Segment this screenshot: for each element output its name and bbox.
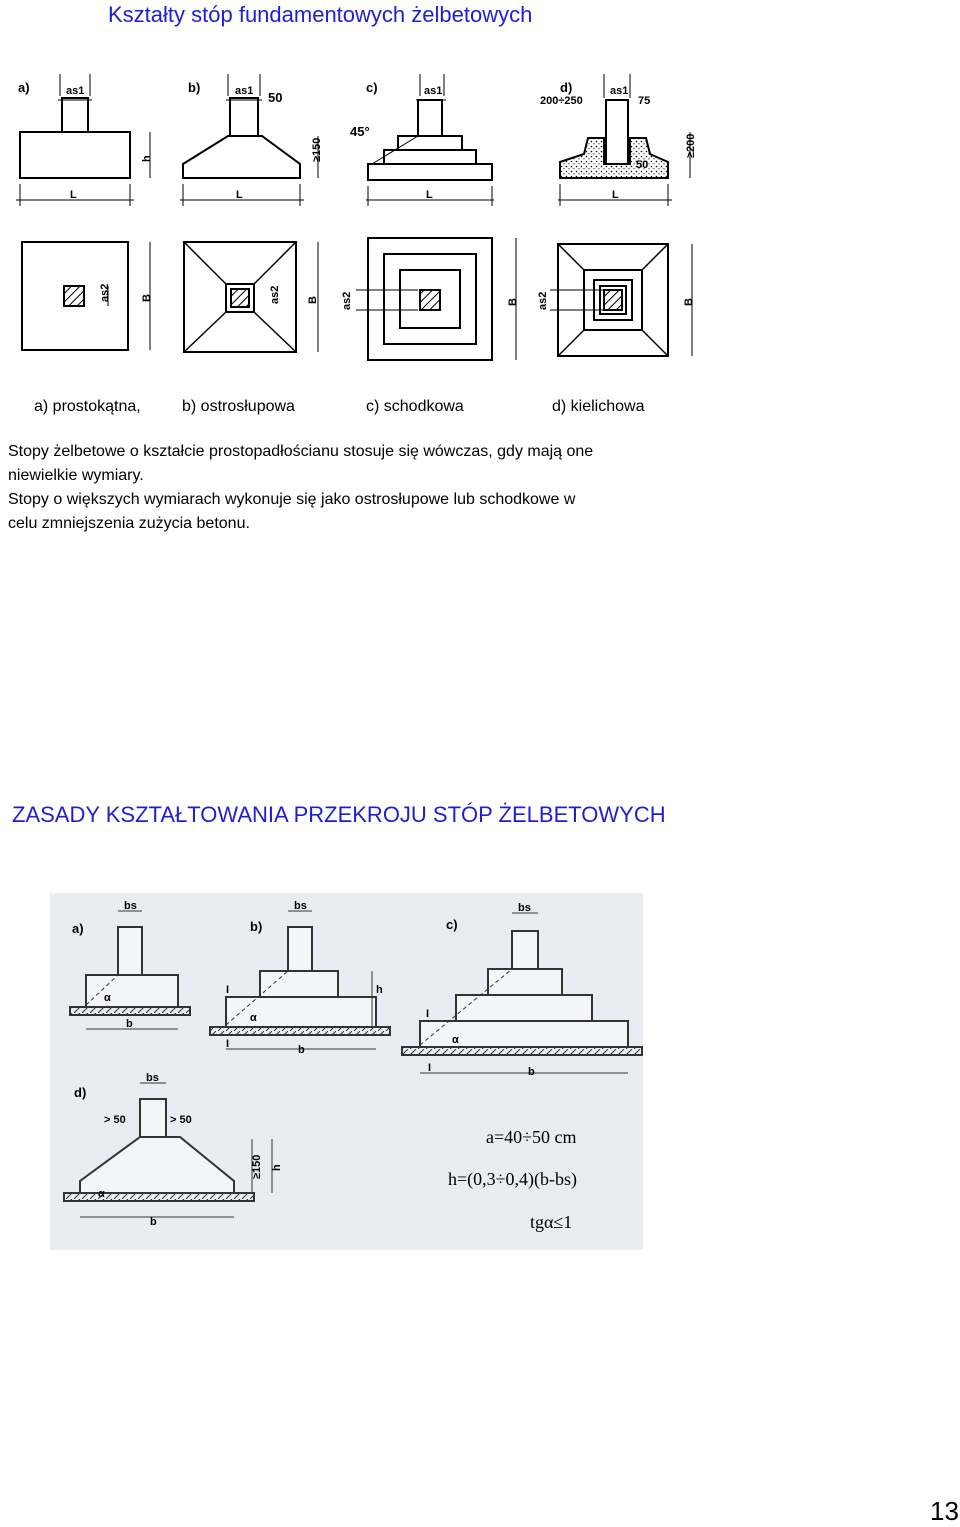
alpha-b: α [250,1012,257,1024]
formula-a: a=40÷50 cm [486,1127,577,1147]
caption-b: b) ostrosłupowa [182,398,295,415]
b-d: b [150,1216,157,1228]
cross-section-figure [50,893,643,1250]
dim-200-250-d: 200÷250 [540,95,583,107]
dim-B-b: B [307,296,319,304]
description-paragraph [8,440,768,536]
gt50-left: > 50 [104,1114,126,1126]
dim-50-d: 50 [636,159,649,171]
alpha-d: α [98,1188,105,1200]
dim-h-a: h [141,155,153,162]
dim-as2-c: as2 [341,291,353,310]
b-a: b [126,1018,133,1030]
dim-as1-b: as1 [235,85,254,97]
dim-L-a: L [70,189,77,201]
dim-as1-c: as1 [424,85,443,97]
alpha-c: α [452,1034,459,1046]
b-c: b [528,1066,535,1078]
I-c-bot: I [428,1062,432,1074]
bs-d: bs [146,1072,159,1084]
panel-label-a: a) [18,80,30,95]
gt50-right: > 50 [170,1114,192,1126]
dim-B-a: B [141,294,153,302]
h-b: h [376,984,383,996]
I-b-top: I [226,984,230,996]
dim-45-c: 45° [350,124,370,139]
sec-label-a: a) [72,921,84,936]
text-line-3: Stopy o większych wymiarach wykonuje się jako ostrosłupowe lub schodkowe w [8,491,576,508]
foundation-shapes-figure [0,60,720,370]
dim-150-b: ≥150 [311,137,323,162]
dim-B-d: B [683,298,695,306]
sec-label-b: b) [250,919,263,934]
caption-d: d) kielichowa [552,398,645,415]
plan-c [356,238,516,360]
caption-c: c) schodkowa [366,398,464,415]
dim-L-c: L [426,189,433,201]
dim-as2-b: as2 [269,285,281,304]
sec-label-d: d) [74,1085,87,1100]
formula-h: h=(0,3÷0,4)(b-bs) [448,1169,578,1189]
dim-75-d: 75 [638,95,651,107]
page-number: 13 [930,1496,959,1526]
dim-as1-d: as1 [610,85,629,97]
dim-50-b: 50 [268,90,283,105]
dim-B-c: B [507,298,519,306]
dim-L-b: L [236,189,243,201]
bs-c: bs [518,902,531,914]
text-line-4: celu zmniejszenia zużycia betonu. [8,515,250,532]
formula-tg: tgα≤1 [530,1212,573,1232]
page-title: Kształty stóp fundamentowych żelbetowych [108,2,533,27]
panel-label-d: d) [560,80,573,95]
plan-a [22,242,150,350]
sec-label-c: c) [446,917,458,932]
I-b-bot: I [226,1038,230,1050]
ge150-d: ≥150 [251,1154,263,1179]
caption-a: a) prostokątna, [34,398,141,415]
h-d: h [271,1164,283,1171]
panel-label-b: b) [188,80,201,95]
plan-d [550,244,692,356]
dim-as2-d: as2 [537,291,549,310]
text-line-2: niewielkie wymiary. [8,467,144,484]
I-c-top: I [426,1008,430,1020]
panel-label-c: c) [366,80,378,95]
dim-200-d: ≥200 [685,133,697,158]
dim-L-d: L [612,189,619,201]
section-title: ZASADY KSZTAŁTOWANIA PRZEKROJU STÓP ŻELBETOWYCH [12,802,666,827]
dim-as2-a: as2 [99,283,111,302]
bs-a: bs [124,900,137,912]
b-b: b [298,1044,305,1056]
dim-as1-a: as1 [66,85,85,97]
plan-b [184,242,318,352]
bs-b: bs [294,900,307,912]
alpha-a: α [104,992,111,1004]
text-line-1: Stopy żelbetowe o kształcie prostopadłościanu stosuje się wówczas, gdy mają one [8,443,594,460]
